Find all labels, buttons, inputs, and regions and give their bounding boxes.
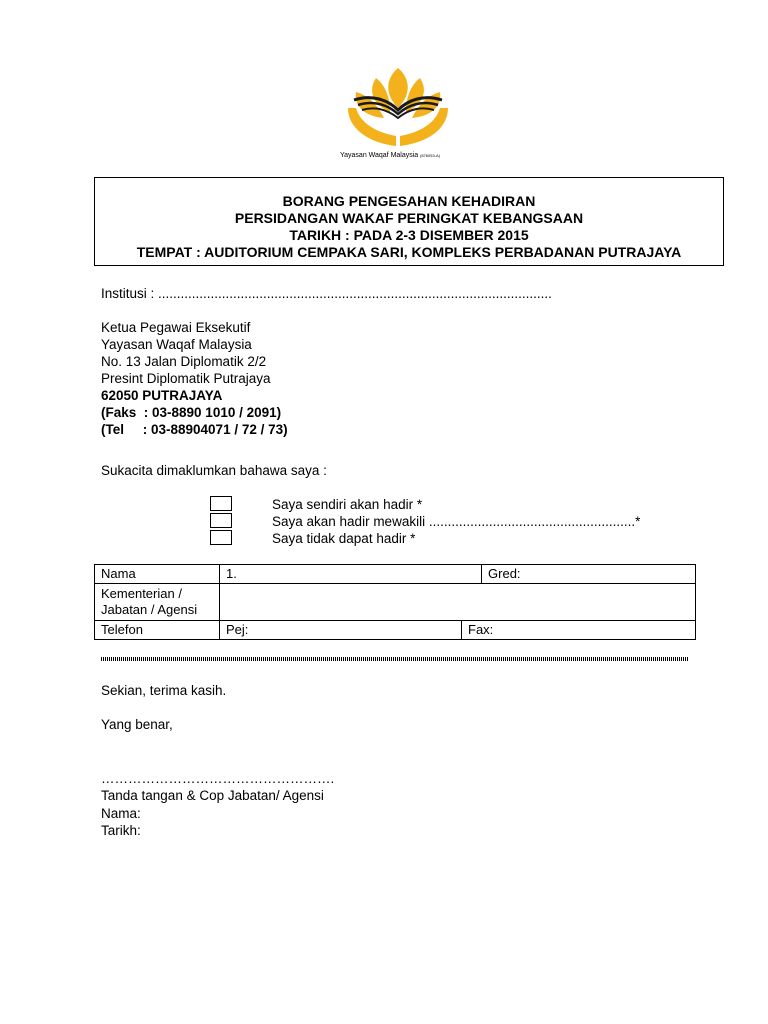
form-title-box: [94, 177, 724, 266]
address-line: Ketua Pegawai Eksekutif: [101, 320, 251, 335]
event-date: TARIKH : PADA 2-3 DISEMBER 2015: [289, 227, 529, 243]
table-row: [95, 565, 696, 584]
signature-label: Tanda tangan & Cop Jabatan/ Agensi: [101, 788, 324, 803]
address-postcode: 62050 PUTRAJAYA: [101, 388, 223, 403]
recipient-address: [101, 319, 288, 438]
kementerian-label-line2: Jabatan / Agensi: [101, 602, 198, 617]
option-label: Saya tidak dapat hadir *: [272, 531, 416, 546]
address-line: Yayasan Waqaf Malaysia: [101, 337, 252, 352]
telefon-label: Telefon: [95, 621, 220, 640]
gred-input[interactable]: Gred:: [482, 565, 696, 584]
institusi-field: Institusi : .........................................................................................................: [101, 286, 552, 301]
salutation-text: Yang benar,: [101, 717, 173, 732]
kementerian-label: [95, 584, 220, 621]
kementerian-input[interactable]: [220, 584, 696, 621]
nama-label: Nama: [95, 565, 220, 584]
logo-reg-number: (876053-A): [420, 153, 441, 158]
tel-number: (Tel : 03-88904071 / 72 / 73): [101, 422, 288, 437]
form-title: BORANG PENGESAHAN KEHADIRAN: [282, 193, 536, 209]
table-row: [95, 584, 696, 621]
option-label: Saya sendiri akan hadir *: [272, 497, 423, 512]
event-venue: TEMPAT : AUDITORIUM CEMPAKA SARI, KOMPLEKS PERBADANAN PUTRAJAYA: [136, 244, 682, 260]
tarikh-field: Tarikh:: [101, 823, 141, 838]
not-attending-checkbox[interactable]: [210, 530, 232, 545]
attend-self-checkbox[interactable]: [210, 496, 232, 511]
cut-line-divider: [101, 657, 689, 661]
attend-representative-checkbox[interactable]: [210, 513, 232, 528]
address-line: No. 13 Jalan Diplomatik 2/2: [101, 354, 267, 369]
fax-number: (Faks : 03-8890 1010 / 2091): [101, 405, 282, 420]
table-row: [95, 621, 696, 640]
address-line: Presint Diplomatik Putrajaya: [101, 371, 271, 386]
pej-input[interactable]: Pej:: [220, 621, 462, 640]
option-label: Saya akan hadir mewakili .......................................................*: [272, 514, 641, 529]
logo-org-name: Yayasan Waqaf Malaysia: [340, 152, 419, 159]
attendee-info-table: [94, 564, 696, 640]
logo-caption: [340, 152, 458, 159]
nama-input[interactable]: 1.: [220, 565, 482, 584]
nama-signature-field: Nama:: [101, 806, 141, 821]
closing-text: Sekian, terima kasih.: [101, 683, 227, 698]
fax-input[interactable]: Fax:: [462, 621, 696, 640]
kementerian-label-line1: Kementerian /: [101, 586, 182, 601]
organization-logo: [338, 64, 458, 164]
event-name: PERSIDANGAN WAKAF PERINGKAT KEBANGSAAN: [234, 210, 584, 226]
intro-text: Sukacita dimaklumkan bahawa saya :: [101, 463, 327, 478]
waqaf-emblem-icon: [338, 64, 458, 154]
signature-line: …………………………………………….: [101, 771, 335, 786]
